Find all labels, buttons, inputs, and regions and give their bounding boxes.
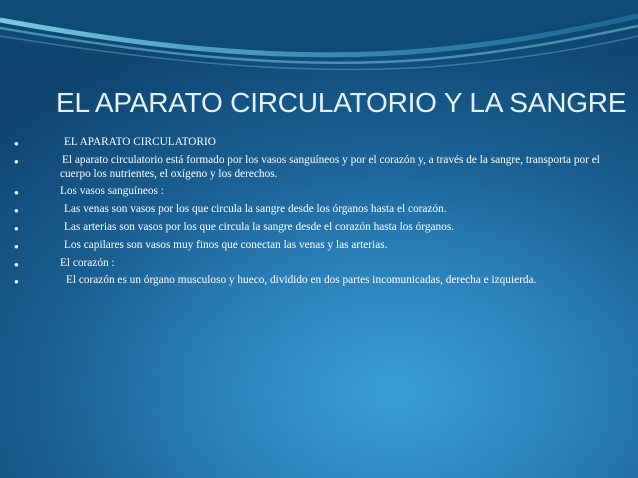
- bullet-dot-icon: ●: [14, 259, 19, 269]
- bullet-text: Los capilares son vasos muy finos que conectan las venas y las arterias.: [64, 238, 388, 251]
- list-item: [0, 154, 638, 182]
- bullet-text: El corazón :: [60, 256, 115, 269]
- list-item: [0, 239, 638, 253]
- decorative-wave-band: [0, 0, 638, 80]
- list-item: [0, 257, 638, 271]
- list-item: [0, 136, 638, 150]
- bullet-text: Los vasos sanguíneos :: [60, 185, 164, 198]
- bullet-dot-icon: ●: [14, 277, 19, 287]
- bullet-dot-icon: ●: [14, 241, 19, 251]
- list-item: [0, 274, 638, 288]
- bullet-text: Las arterias son vasos por los que circula la sangre desde el corazón hasta los órganos.: [64, 220, 455, 233]
- bullet-list: [0, 136, 638, 292]
- bullet-text: El corazón es un órgano musculoso y hueco, dividido en dos partes incomunicadas, derecha e izquierda.: [66, 274, 537, 287]
- bullet-dot-icon: ●: [14, 188, 19, 198]
- list-item: [0, 203, 638, 217]
- list-item: [0, 221, 638, 235]
- slide-title: EL APARATO CIRCULATORIO Y LA SANGRE: [56, 87, 627, 118]
- bullet-text: EL APARATO CIRCULATORIO: [64, 136, 216, 148]
- bullet-dot-icon: ●: [14, 139, 19, 148]
- bullet-text: El aparato circulatorio está formado por los vasos sanguíneos y por el corazón y, a través de la sangre, transporta por el cuerpo los nutrientes, el oxígeno y los derechos.: [60, 153, 600, 180]
- bullet-text: Las venas son vasos por los que circula la sangre desde los órganos hasta el corazón.: [64, 203, 447, 216]
- list-item: [0, 185, 638, 199]
- bullet-dot-icon: ●: [14, 206, 19, 216]
- bullet-dot-icon: ●: [14, 223, 19, 233]
- bullet-dot-icon: ●: [14, 156, 19, 166]
